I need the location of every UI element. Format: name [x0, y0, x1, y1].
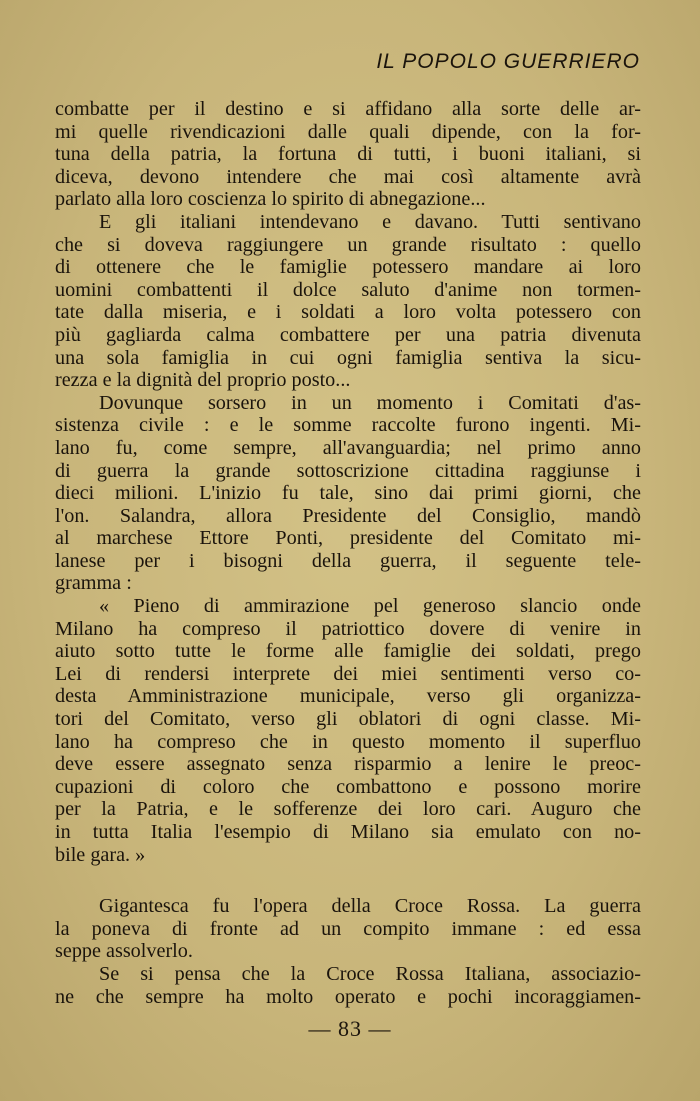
- text-line: la poneva di fronte ad un compito immane : ed essa: [55, 917, 641, 940]
- text-line: sistenza civile : e le somme raccolte furono ingenti. Mi-: [55, 414, 641, 437]
- text-line: aiuto sotto tutte le forme alle famiglie dei soldati, prego: [55, 640, 641, 663]
- text-line: in tutta Italia l'esempio di Milano sia emulato con no-: [55, 821, 641, 843]
- text-line: Gigantesca fu l'opera della Croce Rossa. La guerra: [99, 895, 641, 918]
- text-line: Lei di rendersi interprete dei miei sentimenti verso co-: [55, 662, 641, 685]
- text-line: uomini combattenti il dolce saluto d'anime non tormen-: [55, 278, 641, 301]
- paragraph: [55, 98, 641, 211]
- text-line: gramma :: [55, 572, 132, 595]
- text-line: desta Amministrazione municipale, verso gli organizza-: [55, 685, 641, 708]
- text-line: cupazioni di coloro che combattono e possono morire: [55, 775, 641, 798]
- page-number: — 83 —: [308, 1016, 392, 1041]
- text-line: di guerra la grande sottoscrizione cittadina raggiunse i: [55, 459, 641, 482]
- text-line: Dovunque sorsero in un momento i Comitati d'as-: [99, 391, 641, 414]
- text-line: lano ha compreso che in questo momento il superfluo: [55, 730, 641, 753]
- text-line: tuna della patria, la fortuna di tutti, i buoni italiani, si: [55, 143, 641, 166]
- text-line: ne che sempre ha molto operato e pochi incoraggiamen-: [55, 985, 641, 1008]
- text-line: E gli italiani intendevano e davano. Tutti sentivano: [99, 210, 641, 233]
- text-line: parlato alla loro coscienza lo spirito di abnegazione...: [55, 188, 486, 211]
- text-line: mi quelle rivendicazioni dalle quali dipende, con la for-: [55, 120, 641, 143]
- text-line: l'on. Salandra, allora Presidente del Consiglio, mandò: [55, 504, 641, 527]
- text-line: combatte per il destino e si affidano alla sorte delle ar-: [55, 98, 641, 120]
- text-line: più gagliarda calma combattere per una patria divenuta: [55, 323, 641, 346]
- paragraph: [55, 392, 641, 595]
- text-line: bile gara. »: [55, 843, 146, 866]
- text-line: al marchese Ettore Ponti, presidente del Comitato mi-: [55, 527, 641, 550]
- text-line: dieci milioni. L'inizio fu tale, sino dai primi giorni, che: [55, 482, 641, 505]
- text-line: tori del Comitato, verso gli oblatori di ogni classe. Mi-: [55, 708, 641, 731]
- text-line: per la Patria, e le sofferenze dei loro cari. Auguro che: [55, 798, 641, 821]
- paragraph: [55, 963, 641, 1008]
- text-line: Milano ha compreso il patriottico dovere di venire in: [55, 617, 641, 640]
- text-line: deve essere assegnato senza risparmio a lenire le preoc-: [55, 753, 641, 776]
- text-line: che si doveva raggiungere un grande risultato : quello: [55, 233, 641, 256]
- text-line: « Pieno di ammirazione pel generoso slancio onde: [99, 595, 641, 618]
- text-line: seppe assolverlo.: [55, 940, 193, 963]
- body-text: [55, 98, 641, 1008]
- section-gap: [55, 866, 641, 895]
- text-line: lano fu, come sempre, all'avanguardia; nel primo anno: [55, 436, 641, 459]
- text-line: una sola famiglia in cui ogni famiglia sentiva la sicu-: [55, 346, 641, 369]
- text-line: lanese per i bisogni della guerra, il seguente tele-: [55, 549, 641, 572]
- text-line: diceva, devono intendere che mai così altamente avrà: [55, 165, 641, 188]
- text-line: Se si pensa che la Croce Rossa Italiana, associazio-: [99, 962, 641, 985]
- text-line: di ottenere che le famiglie potessero mandare ai loro: [55, 256, 641, 279]
- quoted-telegram: [55, 595, 641, 866]
- text-line: rezza e la dignità del proprio posto...: [55, 369, 351, 392]
- text-line: tate dalla miseria, e i soldati a loro volta potessero con: [55, 301, 641, 324]
- paragraph: [55, 211, 641, 392]
- running-title: IL POPOLO GUERRIERO: [376, 50, 640, 73]
- paragraph: [55, 895, 641, 963]
